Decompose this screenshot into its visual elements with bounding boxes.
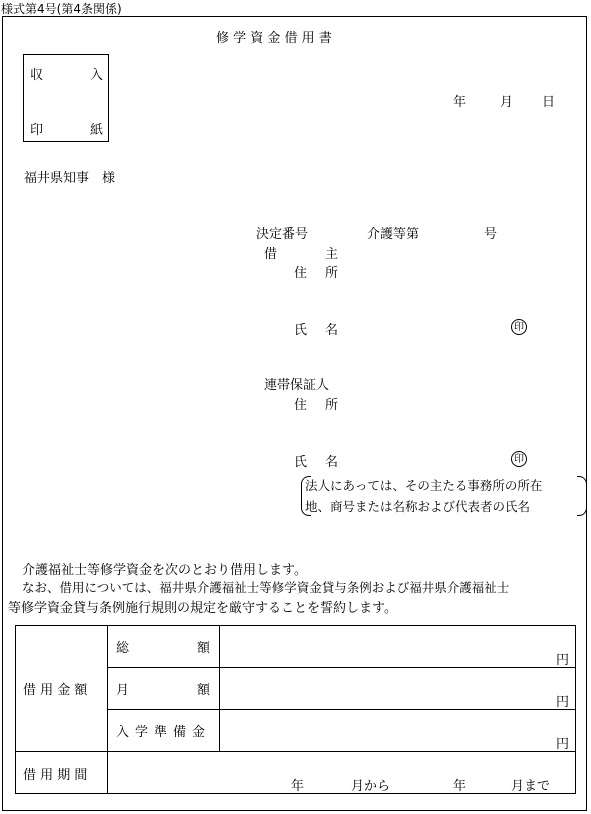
body-text-line-2: なお、借用については、福井県介護福祉士等修学資金貸与条例および福井県介護福祉士	[22, 580, 510, 595]
prep-label-cell	[108, 710, 220, 752]
monthly-yen-unit: 円	[555, 695, 569, 710]
monthly-label-cell	[108, 668, 220, 710]
guarantor-address-left: 住	[294, 398, 308, 413]
guarantor-label: 連帯保証人	[264, 378, 330, 393]
borrower-label-left: 借	[264, 247, 278, 262]
borrower-address-left: 住	[294, 266, 308, 281]
period-label: 借 用 期 間	[23, 768, 88, 783]
stamp-char-top-left: 収	[30, 68, 44, 83]
period-label-cell	[16, 752, 108, 794]
prep-yen-unit: 円	[555, 737, 569, 752]
loan-table	[15, 625, 576, 794]
page-title: 修 学 資 金 借 用 書	[216, 31, 332, 46]
stamp-char-bottom-left: 印	[30, 123, 44, 138]
revenue-stamp-box	[23, 54, 109, 142]
borrower-address-right: 所	[325, 266, 339, 281]
period-end-year: 年	[453, 779, 467, 794]
note-right-bracket	[577, 476, 587, 516]
monthly-label-left: 月	[116, 683, 130, 698]
stamp-char-top-right: 入	[90, 68, 104, 83]
monthly-label-right: 額	[197, 683, 211, 698]
borrower-name-right: 名	[325, 323, 339, 338]
total-label-right: 額	[197, 641, 211, 656]
total-label-cell	[108, 626, 220, 668]
note-line-2: 地、商号または名称および代表者の氏名	[305, 499, 531, 514]
borrower-name-left: 氏	[294, 323, 308, 338]
loan-amount-label-cell	[16, 626, 108, 752]
total-amount-field[interactable]	[220, 626, 576, 668]
stamp-char-bottom-right: 紙	[90, 123, 104, 138]
borrower-seal-icon: 印	[511, 319, 527, 335]
guarantor-name-right: 名	[325, 455, 339, 470]
addressee: 福井県知事 様	[24, 171, 116, 186]
date-year: 年	[453, 95, 467, 110]
period-from: 月から	[351, 779, 391, 794]
guarantor-name-left: 氏	[294, 455, 308, 470]
guarantor-address-right: 所	[325, 398, 339, 413]
decision-number-prefix: 介護等第	[367, 227, 420, 242]
body-text-line-3: 等修学資金貸与条例施行規則の規定を厳守することを誓約します。	[8, 601, 397, 616]
decision-number-label: 決定番号	[256, 227, 309, 242]
period-to: 月まで	[511, 779, 551, 794]
monthly-amount-field[interactable]	[220, 668, 576, 710]
prep-label: 入学準備金	[116, 725, 212, 740]
total-yen-unit: 円	[555, 653, 569, 668]
note-line-1: 法人にあっては、その主たる事務所の所在	[305, 478, 543, 493]
date-day: 日	[542, 95, 556, 110]
borrower-label-right: 主	[325, 247, 339, 262]
form-number: 様式第4号(第4条関係)	[1, 2, 122, 16]
period-field[interactable]	[108, 752, 576, 794]
decision-number-suffix: 号	[484, 227, 498, 242]
period-start-year: 年	[291, 779, 305, 794]
total-label-left: 総	[116, 641, 130, 656]
date-month: 月	[500, 95, 514, 110]
loan-amount-label: 借 用 金 額	[23, 683, 88, 698]
prep-amount-field[interactable]	[220, 710, 576, 752]
body-text-line-1: 介護福祉士等修学資金を次のとおり借用します。	[22, 563, 307, 578]
guarantor-seal-icon: 印	[511, 451, 527, 467]
